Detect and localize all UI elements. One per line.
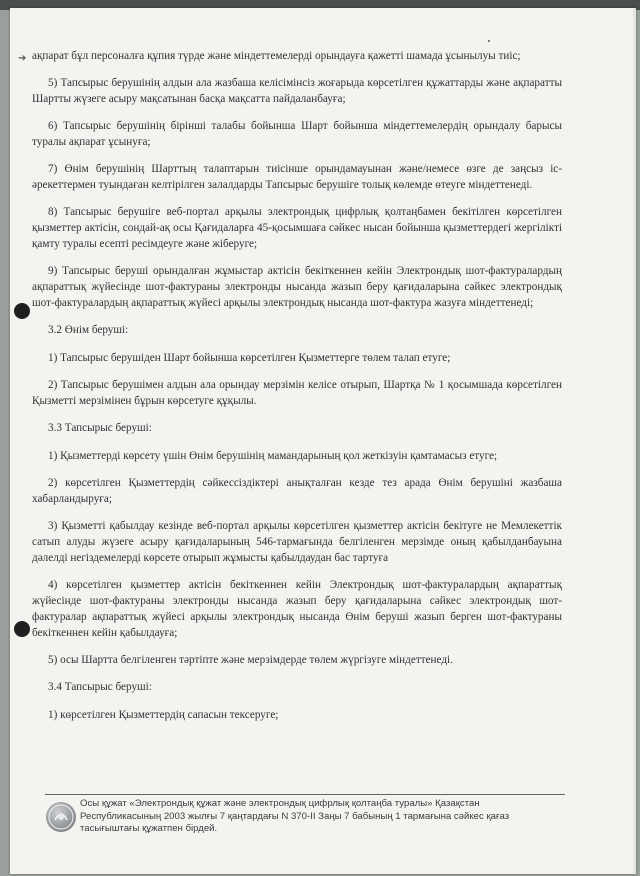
footer-legal-notice: Осы құжат «Электрондық құжат және электрондық цифрлық қолтаңба туралы» Қазақстан Республикасының 2003 жылғы 7 қаңтардағы N 370-II Заңы 7 бабының 1 тармағына сәйкес қағаз тасығыштағы құжатпен бірдей.: [80, 798, 510, 834]
footer-emblem-icon: [46, 802, 76, 832]
continuation-arrow-icon: ➔: [18, 53, 27, 64]
section-3-2-item-1: 1) Тапсырыс берушіден Шарт бойынша көрсетілген Қызметтерге төлем талап етуге;: [48, 352, 451, 364]
section-heading-3-3: 3.3 Тапсырыс беруші:: [48, 422, 152, 434]
section-heading-3-4: 3.4 Тапсырыс беруші:: [48, 681, 152, 693]
section-heading-3-2: 3.2 Өнім беруші:: [48, 324, 129, 336]
scan-speck: [488, 40, 490, 42]
paragraph-7: 7) Өнім берушінің Шарттың талаптарын тиісінше орындамауынан және/немесе өзге де заңсыз іс-әрекеттермен туындаған келтірілген залалдарды Тапсырыс берушіге толық көлемде өтеуге міндеттенеді.: [32, 163, 562, 191]
paragraph-intro: ақпарат бұл персоналға құпия түрде және міндеттемелерді орындауға қажетті шамада ұсынылуы тиіс;: [32, 50, 521, 62]
section-3-3-item-4: 4) көрсетілген қызметтер актісін бекіткеннен кейін Электрондық шот-фактуралардың ақпараттық жүйесінде шот-фактураны электронды нысанда жазып беру қағидаларына сәйкес электрондық шот-фактуралар ақпараттық жүйесі арқылы электрондық нысанда Өнім беруші жазып берген шот-фактураны бекіткеннен кейін қабылдауға;: [32, 579, 562, 639]
paragraph-5: 5) Тапсырыс берушінің алдын ала жазбаша келісімінсіз жоғарыда көрсетілген құжаттарды және ақпаратты Шартты жүзеге асыру мақсатынан басқа мақсатта пайдаланбауға;: [32, 77, 562, 105]
punch-hole: [14, 621, 30, 637]
paragraph-6: 6) Тапсырыс берушінің бірінші талабы бойынша Шарт бойынша міндеттемелердің орындалу барысы туралы ақпарат ұсынуға;: [32, 120, 562, 148]
section-3-4-item-1: 1) көрсетілген Қызметтердің сапасын тексеруге;: [48, 709, 279, 721]
document-body: [32, 48, 562, 734]
paragraph-9: 9) Тапсырыс беруші орындалған жұмыстар актісін бекіткеннен кейін Электрондық шот-фактуралардың ақпараттық жүйесінде шот-фактураны электронды нысанда жазып беру қағидаларына сәйкес электрондық шот-фактуралардың ақпараттық жүйесі арқылы электрондық нысанда шот-фактура жазуға міндеттенеді;: [32, 265, 562, 309]
section-3-3-item-3: 3) Қызметті қабылдау кезінде веб-портал арқылы көрсетілген қызметтер актісін бекітуге не Мемлекеттік сатып алуды жүзеге асыру қағидаларының 546-тармағында белгіленген мерзімде оның қабылданбауына дәлелді негіздемелерді көрсете отырып жұмысты қабылдаудан бас тартуға: [32, 520, 562, 564]
section-3-3-item-2: 2) көрсетілген Қызметтердің сәйкессіздіктері анықталған кезде тез арада Өнім берушіні жазбаша хабарландыруға;: [32, 477, 562, 505]
section-3-2-item-2: 2) Тапсырыс берушімен алдын ала орындау мерзімін келісе отырып, Шартқа № 1 қосымшада көрсетілген Қызметті мерзімінен бұрын көрсетуге құқылы.: [32, 379, 562, 407]
section-3-3-item-5: 5) осы Шартта белгіленген тәртіпте және мерзімдерде төлем жүргізуге міндеттенеді.: [48, 654, 453, 666]
section-3-3-item-1: 1) Қызметтерді көрсету үшін Өнім берушінің мамандарының қол жеткізуін қамтамасыз етуге;: [48, 450, 498, 462]
footer-divider: [45, 794, 565, 795]
paragraph-8: 8) Тапсырыс берушіге веб-портал арқылы электрондық цифрлық қолтаңбамен бекітілген көрсетілген қызметтер актісін, сондай-ақ осы Қағидаларға 45-қосымшаға сәйкес нысан бойынша қызметтердегі жергілікті қамту туралы есепті ресімдеуге және жіберуге;: [32, 206, 562, 250]
punch-hole: [14, 303, 30, 319]
page-edge: [633, 8, 636, 874]
